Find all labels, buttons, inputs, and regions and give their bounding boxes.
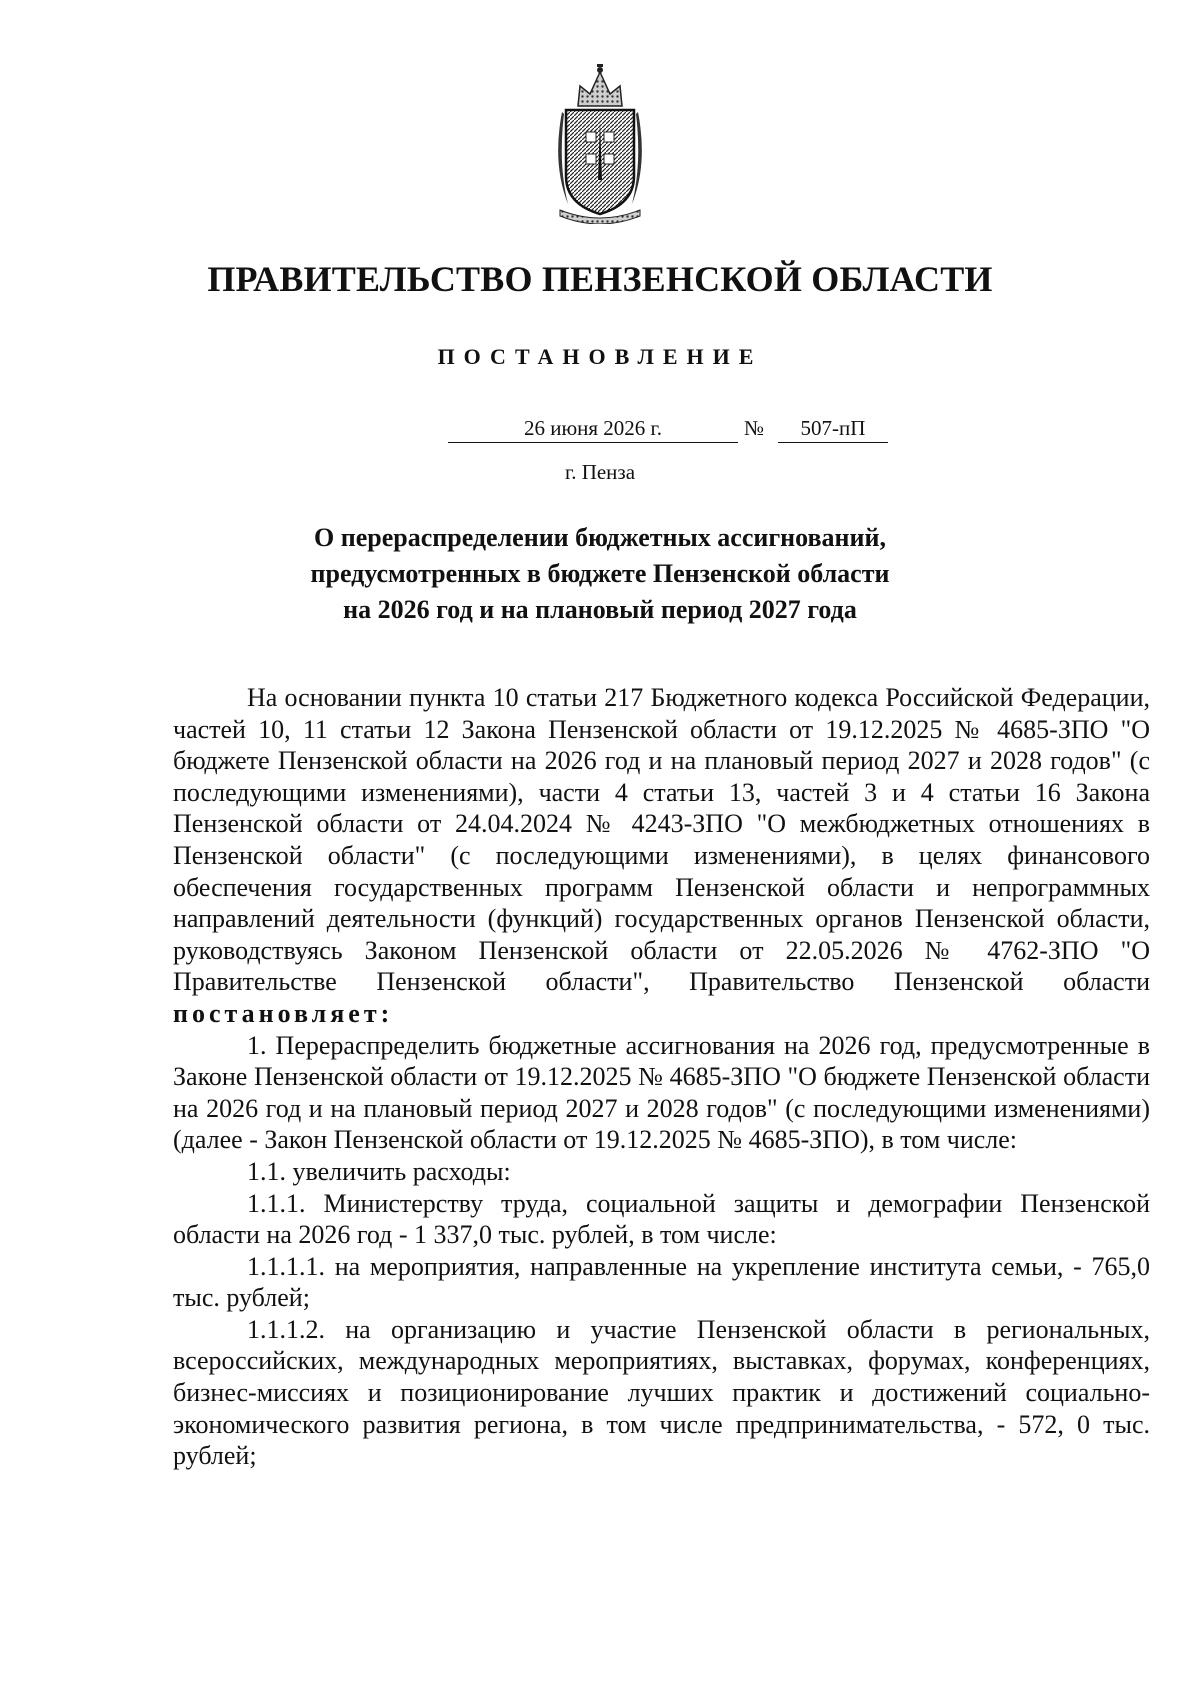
paragraph-1-1-1: 1.1.1. Министерству труда, социальной защиты и демографии Пензенской области на 2026 год - 1 337,0 тыс. рублей, в том числе:	[173, 1188, 1150, 1250]
document-subject	[0, 520, 1200, 628]
preamble-paragraph	[173, 682, 1150, 1030]
paragraph-1: 1. Перераспределить бюджетные ассигнования на 2026 год, предусмотренные в Законе Пензенской области от 19.12.2025 № 4685-ЗПО "О бюджете Пензенской области на 2026 год и на плановый период 2027 и 2028 годов" (с последующими изменениями) (далее - Закон Пензенской области от 19.12.2025 № 4685-ЗПО), в том числе:	[173, 1030, 1150, 1155]
number-sign: №	[744, 416, 765, 440]
government-title: ПРАВИТЕЛЬСТВО ПЕНЗЕНСКОЙ ОБЛАСТИ	[207, 259, 993, 299]
subject-line-2: предусмотренных в бюджете Пензенской области	[310, 559, 890, 588]
document-body	[173, 682, 1150, 1472]
paragraph-1-1-1-2: 1.1.1.2. на организацию и участие Пензенской области в региональных, всероссийских, международных мероприятиях, выставках, форумах, конференциях, бизнес-миссиях и позиционирование лучших практик и достижений социально-экономического развития региона, в том числе предпринимательства, - 572, 0 тыс. рублей;	[173, 1314, 1150, 1471]
resolves-word: постановляет:	[173, 998, 394, 1028]
document-date: 26 июня 2026 г.	[448, 416, 738, 443]
subject-line-3: на 2026 год и на плановый период 2027 года	[343, 595, 857, 624]
paragraph-1-1: 1.1. увеличить расходы:	[247, 1156, 511, 1186]
subject-line-1: О перераспределении бюджетных ассигнований,	[314, 523, 886, 552]
document-type: ПОСТАНОВЛЕНИЕ	[437, 344, 763, 369]
date-number-row	[448, 416, 918, 446]
preamble-text: На основании пункта 10 статьи 217 Бюджетного кодекса Российской Федерации, частей 10, 11 статьи 12 Закона Пензенской области от 19.12.2025 № 4685-ЗПО "О бюджете Пензенской области на 2026 год и на плановый период 2027 и 2028 годов" (с последующими изменениями), части 4 статьи 13, частей 3 и 4 статьи 16 Закона Пензенской области от 24.04.2024 № 4243-ЗПО "О межбюджетных отношениях в Пензенской области" (с последующими изменениями), в целях финансового обеспечения государственных программ Пензенской области и непрограммных направлений деятельности (функций) государственных органов Пензенской области, руководствуясь Законом Пензенской области от 22.05.2026 № 4762-ЗПО "О Правительстве Пензенской области", Правительство Пензенской области	[173, 683, 1150, 997]
paragraph-1-1-1-1: 1.1.1.1. на мероприятия, направленные на укрепление института семьи, - 765,0 тыс. рублей;	[173, 1251, 1150, 1313]
document-number: 507-пП	[778, 416, 888, 443]
city: г. Пенза	[564, 460, 636, 484]
coat-of-arms-emblem	[550, 64, 650, 224]
